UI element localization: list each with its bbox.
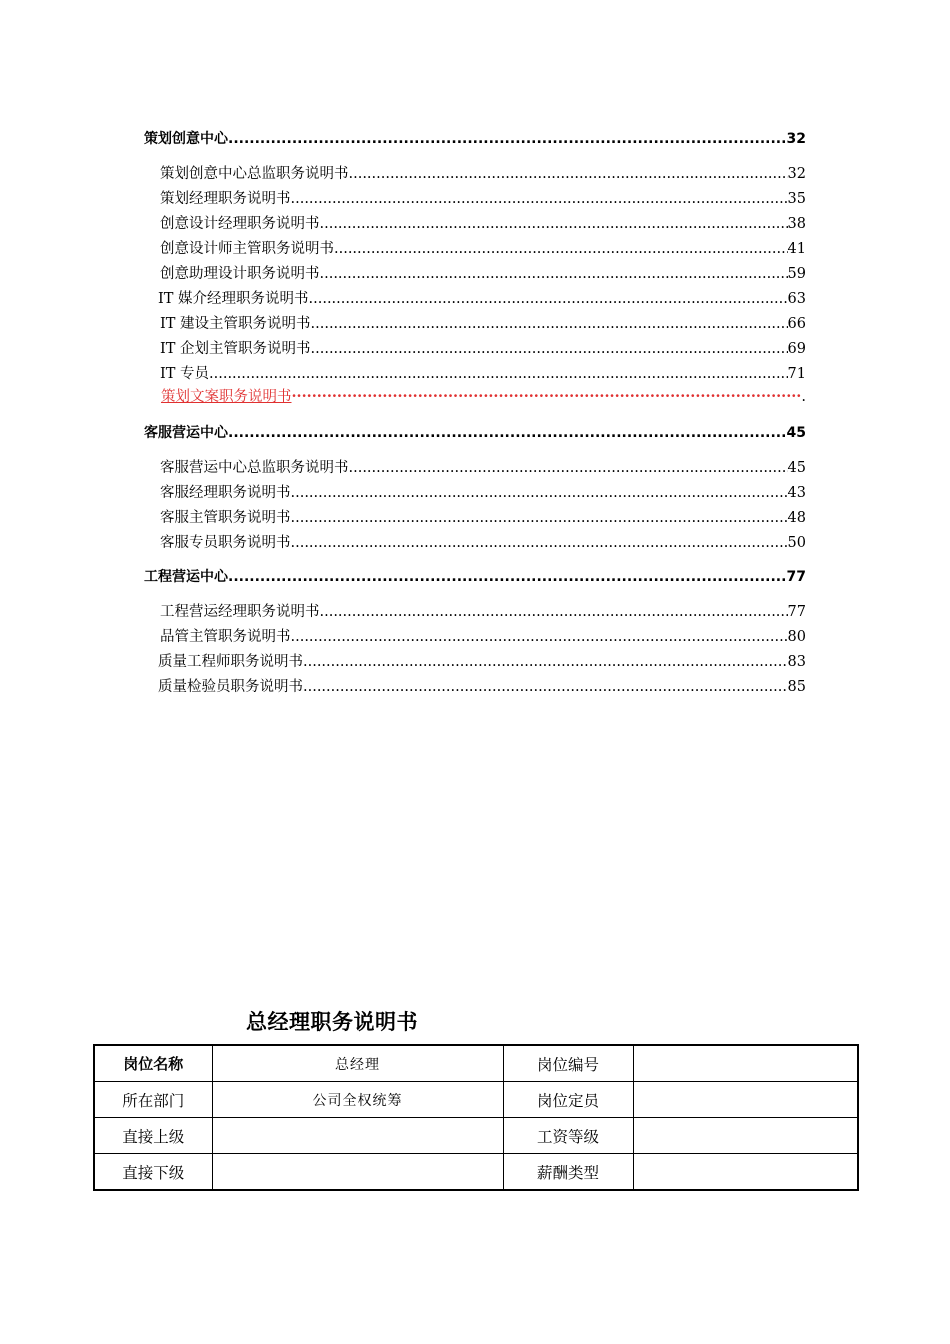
table-row <box>94 1045 858 1082</box>
toc-page-number: 48 <box>787 510 806 526</box>
toc-dot-leader <box>228 131 787 147</box>
document-title: 总经理职务说明书 <box>246 1010 418 1034</box>
table-cell-label: 岗位名称 <box>94 1045 212 1082</box>
toc-entry[interactable] <box>160 312 806 333</box>
toc-entry-label: 策划经理职务说明书 <box>160 191 291 207</box>
toc-entry[interactable] <box>160 212 806 233</box>
table-cell-value <box>633 1082 858 1118</box>
toc-entry-label: IT 专员 <box>160 366 210 382</box>
toc-section-2[interactable] <box>144 422 806 442</box>
table-cell-label: 岗位定员 <box>503 1082 633 1118</box>
toc-entry[interactable] <box>160 262 806 283</box>
toc-dot-leader <box>228 569 787 585</box>
toc-dot-leader <box>303 679 788 695</box>
table-cell-value <box>633 1154 858 1191</box>
toc-entry[interactable] <box>160 237 806 258</box>
toc-dot-leader <box>209 366 788 382</box>
table-cell-value <box>212 1154 503 1191</box>
toc-dot-leader <box>291 485 788 501</box>
toc-page-number: 77 <box>787 604 806 620</box>
toc-entry[interactable] <box>160 531 806 552</box>
toc-dot-leader <box>228 425 787 441</box>
toc-section-title: 工程营运中心 <box>144 569 228 585</box>
toc-page-number: 41 <box>787 241 806 257</box>
toc-section-1[interactable] <box>144 128 806 148</box>
toc-entry-label: 创意设计师主管职务说明书 <box>160 241 334 257</box>
toc-entry-label: 质量检验员职务说明书 <box>158 679 303 695</box>
toc-dot-leader <box>334 241 788 257</box>
toc-section-title: 策划创意中心 <box>144 131 228 147</box>
toc-entry-label: IT 企划主管职务说明书 <box>160 341 311 357</box>
toc-dot-leader <box>311 341 788 357</box>
toc-page-number: 32 <box>786 131 806 147</box>
toc-page-number: 85 <box>787 679 806 695</box>
toc-page-number: 83 <box>787 654 806 670</box>
table-cell-label: 所在部门 <box>94 1082 212 1118</box>
toc-entry-label: 客服经理职务说明书 <box>160 485 291 501</box>
toc-entry[interactable] <box>160 456 806 477</box>
toc-entry[interactable] <box>158 287 806 308</box>
toc-dot-leader <box>291 535 788 551</box>
toc-entry-label: 创意设计经理职务说明书 <box>160 216 320 232</box>
toc-entry-label: 客服专员职务说明书 <box>160 535 291 551</box>
table-cell-label: 直接上级 <box>94 1118 212 1154</box>
toc-entry[interactable] <box>160 187 806 208</box>
table-row <box>94 1118 858 1154</box>
toc-dot-leader <box>291 629 788 645</box>
toc-entry-label: 客服营运中心总监职务说明书 <box>160 460 349 476</box>
toc-page-number: 50 <box>787 535 806 551</box>
toc-entry-label: IT 媒介经理职务说明书 <box>158 291 309 307</box>
table-cell-label: 直接下级 <box>94 1154 212 1191</box>
job-info-table <box>93 1044 859 1191</box>
toc-entry-label: 品管主管职务说明书 <box>160 629 291 645</box>
toc-page-number: 32 <box>787 166 806 182</box>
toc-page-number: 35 <box>787 191 806 207</box>
table-cell-value: 总经理 <box>212 1045 503 1082</box>
table-cell-value <box>633 1118 858 1154</box>
toc-entry-label: 质量工程师职务说明书 <box>158 654 303 670</box>
toc-dot-leader <box>320 266 788 282</box>
toc-entry[interactable] <box>158 650 806 671</box>
toc-page-number: 66 <box>787 316 806 332</box>
toc-entry[interactable] <box>160 481 806 502</box>
table-cell-value: 公司全权统筹 <box>212 1082 503 1118</box>
table-cell-label: 工资等级 <box>503 1118 633 1154</box>
toc-page-number: 69 <box>787 341 806 357</box>
toc-page-number: 43 <box>787 485 806 501</box>
toc-dot-leader <box>349 166 788 182</box>
toc-entry[interactable] <box>160 506 806 527</box>
toc-dot-leader <box>349 460 788 476</box>
toc-page-number: 63 <box>787 291 806 307</box>
toc-dot-leader <box>292 388 802 405</box>
toc-section-title: 客服营运中心 <box>144 425 228 441</box>
table-row <box>94 1154 858 1191</box>
toc-entry[interactable] <box>160 625 806 646</box>
toc-entry-label: 工程营运经理职务说明书 <box>160 604 320 620</box>
toc-entry-label: 客服主管职务说明书 <box>160 510 291 526</box>
toc-entry-highlighted[interactable] <box>161 385 806 406</box>
toc-dot-leader <box>320 216 788 232</box>
toc-dot-leader <box>291 191 788 207</box>
toc-entry[interactable] <box>160 162 806 183</box>
toc-entry[interactable] <box>160 362 806 383</box>
toc-page-number: 45 <box>787 460 806 476</box>
toc-page-number: 71 <box>787 366 806 382</box>
toc-entry-label: 创意助理设计职务说明书 <box>160 266 320 282</box>
toc-page-number: 80 <box>787 629 806 645</box>
toc-page-number: 59 <box>787 266 806 282</box>
toc-section-3[interactable] <box>144 566 806 586</box>
toc-dot-leader <box>311 316 788 332</box>
toc-entry[interactable] <box>160 337 806 358</box>
table-cell-label: 岗位编号 <box>503 1045 633 1082</box>
toc-entry-label: IT 建设主管职务说明书 <box>160 316 311 332</box>
toc-dot-leader <box>291 510 788 526</box>
toc-entry[interactable] <box>158 675 806 696</box>
toc-page-number: 45 <box>786 425 806 441</box>
toc-entry-label-link[interactable]: 策划文案职务说明书 <box>161 389 292 405</box>
toc-page-number: . <box>801 389 806 405</box>
toc-page-number: 77 <box>786 569 806 585</box>
toc-dot-leader <box>309 291 788 307</box>
table-cell-value <box>633 1045 858 1082</box>
table-cell-label: 薪酬类型 <box>503 1154 633 1191</box>
toc-dot-leader <box>320 604 788 620</box>
toc-entry-label: 策划创意中心总监职务说明书 <box>160 166 349 182</box>
toc-page-number: 38 <box>787 216 806 232</box>
table-row <box>94 1082 858 1118</box>
toc-entry[interactable] <box>160 600 806 621</box>
table-cell-value <box>212 1118 503 1154</box>
toc-dot-leader <box>303 654 788 670</box>
